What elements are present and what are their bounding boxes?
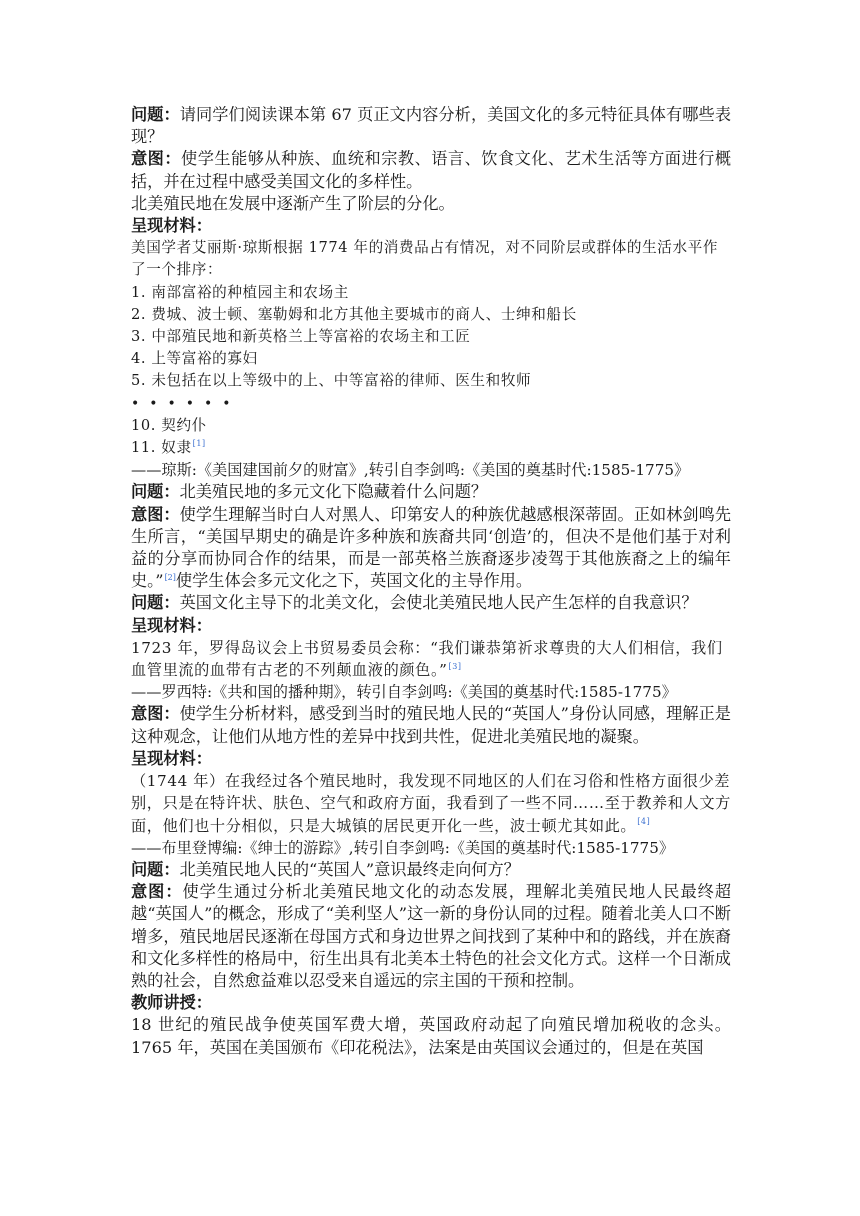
intent-text: 使学生通过分析北美殖民地文化的动态发展，理解北美殖民地人民最终超越“英国人”的概念，形成了“美利坚人”这一新的身份认同的过程。随着北美人口不断增多，殖民地居民逐渐在母国方式和身边世界之间找到了某种中和的路线，并在族裔和文化多样性的格局中，衍生出具有北美本土特色的社会文化方式。这样一个日渐成熟的社会，自然愈益难以忍受来自遥远的宗主国的干预和控制。 [131, 882, 732, 990]
intent-3 [131, 703, 731, 747]
quote-text: （1744 年）在我经过各个殖民地时，我发现不同地区的人们在习俗和性格方面很少差别，只是在特许状、肤色、空气和政府方面，我看到了一些不同……至于教养和人文方面，他们也十分相似，只是大城镇的居民更开化一些，波士顿尤其如此。 [131, 772, 731, 835]
footnote-ref-1[interactable]: [1] [192, 439, 206, 449]
source-citation-2: ——罗西特:《共和国的播种期》，转引自李剑鸣:《美国的奠基时代:1585-1775》 [131, 683, 677, 702]
intent-label: 意图： [131, 149, 182, 169]
source-citation-1: ——琼斯:《美国建国前夕的财富》,转引自李剑鸣:《美国的奠基时代:1585-1775》 [131, 461, 690, 480]
question-text: 北美殖民地人民的“英国人”意识最终走向何方？ [179, 859, 520, 879]
question-3 [131, 592, 731, 614]
material-label-2: 呈现材料： [131, 615, 212, 635]
intent-text: 使学生分析材料，感受到当时的殖民地人民的“英国人”身份认同感，理解正是这种观念，让他们从地方性的差异中找到共性，促进北美殖民地的凝聚。 [131, 704, 731, 746]
source-citation-3: ——布里登博编:《绅士的游踪》,转引自李剑鸣:《美国的奠基时代:1585-1775》 [131, 838, 675, 857]
intent-text: 使学生理解当时白人对黑人、印第安人的种族优越感根深蒂固。正如林剑鸣先生所言，“美国早期史的确是许多种族和族裔共同‘创造’的，但决不是他们基于对利益的分享而协同合作的结果，而是一部英格兰族裔逐步凌驾于其他族裔之上的编年史。” [131, 504, 732, 591]
intent-label: 意图： [131, 882, 183, 902]
intent-text: 使学生能够从种族、血统和宗教、语言、饮食文化、艺术生活等方面进行概括，并在过程中感受美国文化的多样性。 [131, 149, 732, 191]
teacher-lecture-label: 教师讲授： [131, 993, 212, 1013]
footnote-ref-2[interactable]: [2] [164, 572, 176, 582]
footnote-ref-3[interactable]: [3] [448, 662, 462, 672]
intent-text-tail: 使学生体会多元文化之下，英国文化的主导作用。 [175, 571, 533, 591]
question-label: 问题： [131, 105, 180, 124]
material-quote-1744 [131, 770, 731, 837]
material-quote-1723 [131, 637, 731, 681]
question-text: 英国文化主导下的北美文化，会使北美殖民地人民产生怎样的自我意识？ [179, 593, 698, 613]
material-label-3: 呈现材料： [131, 748, 212, 768]
rank-item: 5. 未包括在以上等级中的上、中等富裕的律师、医生和牧师 [131, 372, 532, 390]
question-2 [131, 481, 731, 503]
material-intro: 美国学者艾丽斯·琼斯根据 1774 年的消费品占有情况，对不同阶层或群体的生活水平作了一个排序： [131, 239, 719, 279]
question-text: 请同学们阅读课本第 67 页正文内容分析，美国文化的多元特征具体有哪些表现？ [131, 105, 732, 147]
question-1 [131, 104, 731, 148]
rank-item-10: 10. 契约仆 [131, 416, 207, 434]
rank-item: 4. 上等富裕的寡妇 [131, 350, 258, 368]
rank-item-11 [131, 437, 731, 459]
paragraph-stratification: 北美殖民地在发展中逐渐产生了阶层的分化。 [131, 193, 455, 213]
rank-item: 2. 费城、波士顿、塞勒姆和北方其他主要城市的商人、士绅和船长 [131, 305, 577, 323]
intent-label: 意图： [131, 704, 180, 724]
question-label: 问题： [131, 593, 180, 613]
intent-4 [131, 881, 731, 992]
material-label-1: 呈现材料： [131, 216, 212, 236]
rank-item: 1. 南部富裕的种植园主和农场主 [131, 283, 349, 301]
question-label: 问题： [131, 482, 180, 502]
question-label: 问题： [131, 859, 180, 879]
ellipsis-dots: •••••• [131, 395, 241, 412]
footnote-ref-4[interactable]: [4] [637, 817, 651, 827]
question-4 [131, 859, 731, 881]
question-text: 北美殖民地的多元文化下隐藏着什么问题？ [179, 482, 488, 502]
intent-label: 意图： [131, 504, 180, 524]
rank-text: 11. 奴隶 [131, 439, 192, 457]
teacher-lecture-text: 18 世纪的殖民战争使英国军费大增，英国政府动起了向殖民增加税收的念头。1765 年，英国在美国颁布《印花税法》，法案是由英国议会通过的，但是在英国 [131, 1015, 731, 1057]
quote-text: 1723 年，罗得岛议会上书贸易委员会称：“我们谦恭第祈求尊贵的大人们相信，我们血管里流的血带有古老的不列颠血液的颜色。” [131, 638, 723, 680]
intent-2 [131, 504, 731, 593]
document-body [131, 104, 731, 1059]
rank-item: 3. 中部殖民地和新英格兰上等富裕的农场主和工匠 [131, 328, 471, 346]
intent-1 [131, 148, 731, 192]
